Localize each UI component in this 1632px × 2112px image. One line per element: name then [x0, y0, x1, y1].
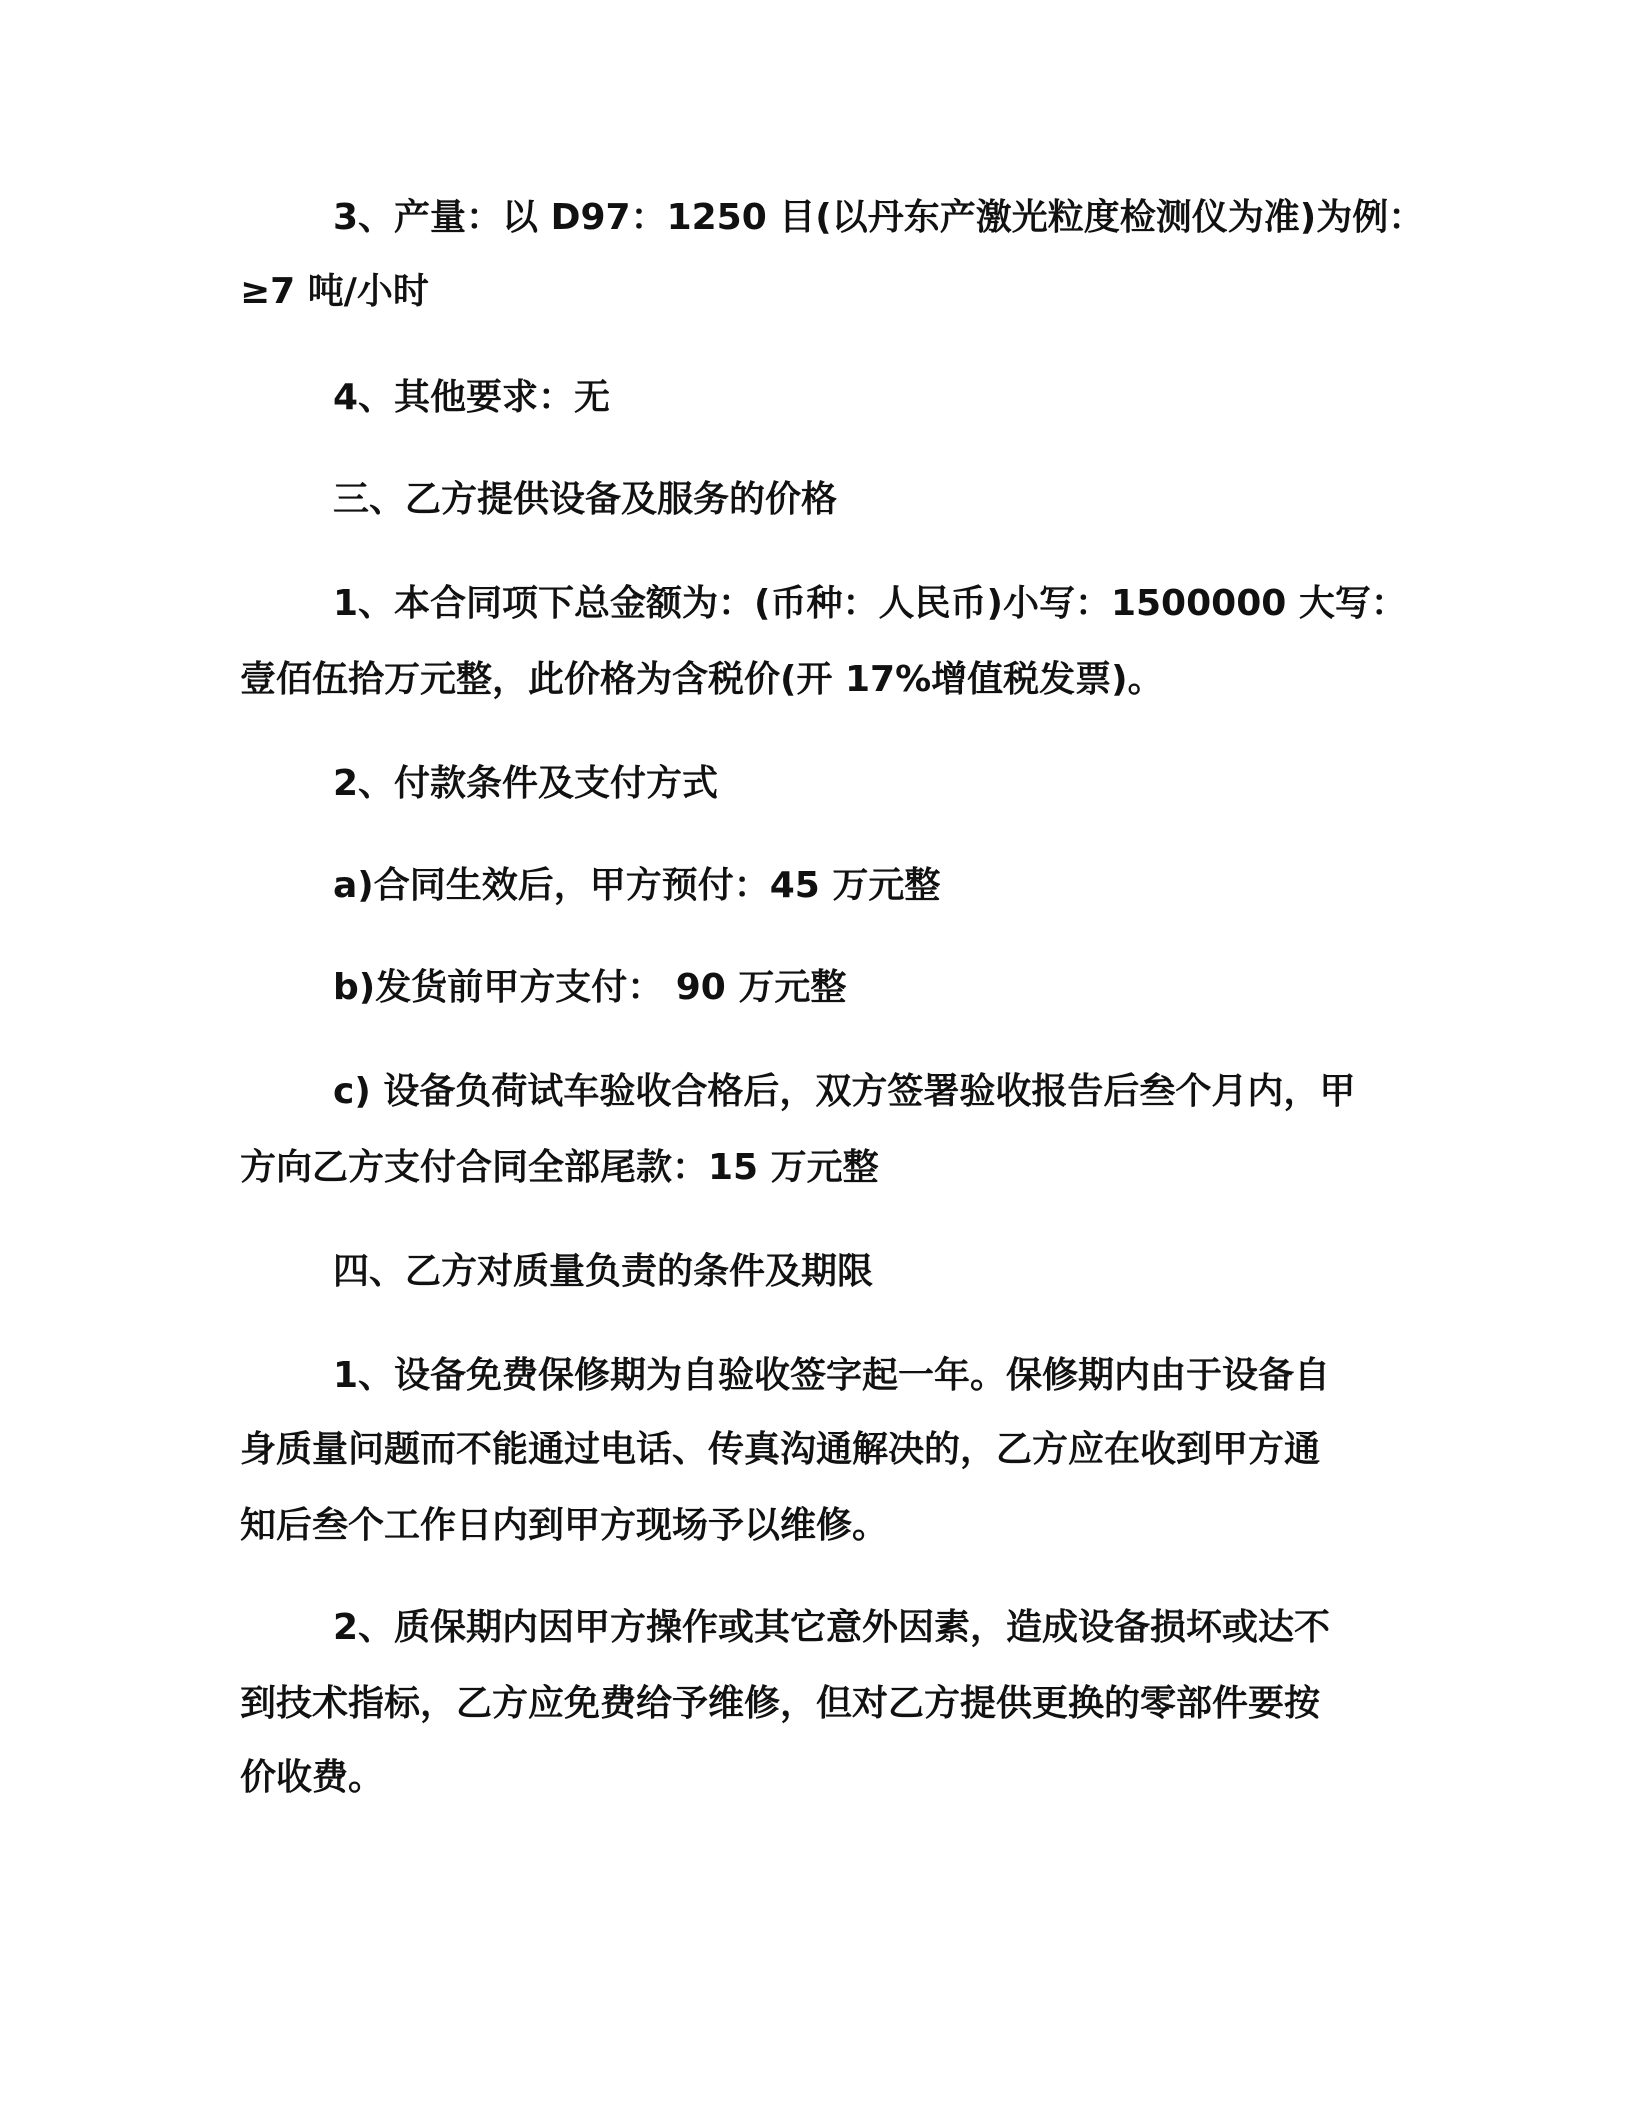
text-line-warranty-2-cont-a: 到技术指标，乙方应免费给予维修，但对乙方提供更换的零部件要按: [240, 1683, 1321, 1724]
section-heading-quality: 四、乙方对质量负责的条件及期限: [333, 1251, 874, 1292]
text-line-total-amount-cont: 壹佰伍拾万元整，此价格为含税价(开 17%增值税发票)。: [240, 659, 1164, 700]
text-line-payment-a: a)合同生效后，甲方预付：45 万元整: [333, 865, 941, 906]
text-line-payment-c: c) 设备负荷试车验收合格后，双方签署验收报告后叁个月内，甲: [333, 1071, 1356, 1112]
text-line-output-cont: ≥7 吨/小时: [240, 271, 429, 312]
text-line-total-amount: 1、本合同项下总金额为：(币种：人民币)小写：1500000 大写：: [333, 583, 1407, 624]
text-line-warranty-2: 2、质保期内因甲方操作或其它意外因素，造成设备损坏或达不: [333, 1607, 1331, 1648]
text-line-warranty-2-cont-b: 价收费。: [240, 1757, 385, 1798]
text-line-warranty-1: 1、设备免费保修期为自验收签字起一年。保修期内由于设备自: [333, 1355, 1331, 1396]
text-line-payment-b: b)发货前甲方支付： 90 万元整: [333, 967, 847, 1008]
text-line-other-requirements: 4、其他要求：无: [333, 377, 611, 418]
text-line-warranty-1-cont-b: 知后叁个工作日内到甲方现场予以维修。: [240, 1505, 889, 1546]
text-line-warranty-1-cont-a: 身质量问题而不能通过电话、传真沟通解决的，乙方应在收到甲方通: [240, 1429, 1321, 1470]
section-heading-price: 三、乙方提供设备及服务的价格: [333, 479, 838, 520]
text-line-payment-c-cont: 方向乙方支付合同全部尾款：15 万元整: [240, 1147, 879, 1188]
text-line-output: 3、产量：以 D97：1250 目(以丹东产激光粒度检测仪为准)为例：: [333, 197, 1425, 238]
text-line-payment-terms: 2、付款条件及支付方式: [333, 763, 719, 804]
